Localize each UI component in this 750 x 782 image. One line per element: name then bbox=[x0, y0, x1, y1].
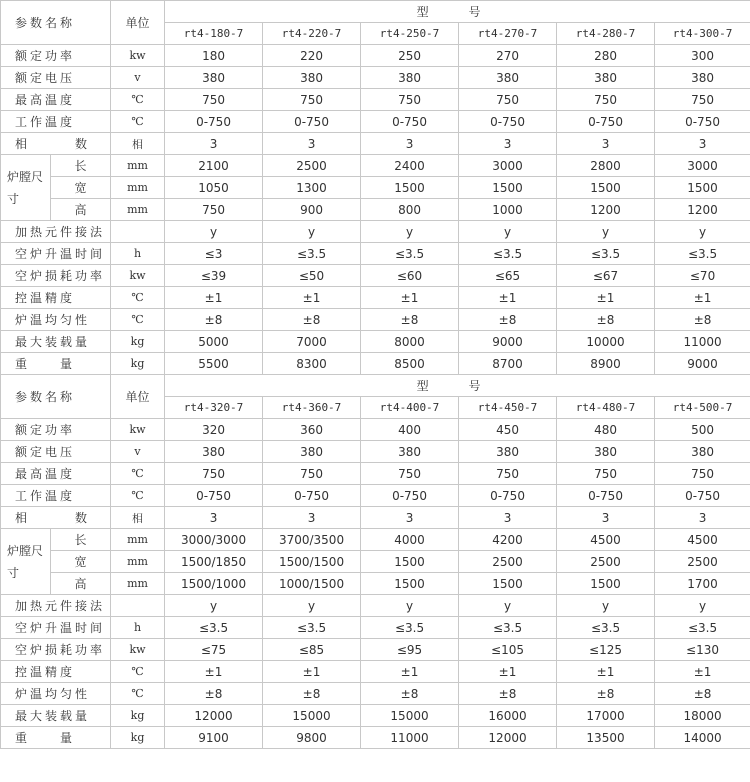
value-cell: 12000 bbox=[459, 727, 557, 749]
table-row bbox=[1, 287, 750, 309]
model-header: 型 号 bbox=[165, 1, 750, 23]
value-cell: ±8 bbox=[165, 683, 263, 705]
value-cell: ≤85 bbox=[263, 639, 361, 661]
value-cell: 9000 bbox=[459, 331, 557, 353]
chamber-dim: 长 bbox=[51, 155, 111, 177]
value-cell: 8700 bbox=[459, 353, 557, 375]
value-cell: 3 bbox=[459, 133, 557, 155]
param-unit: kw bbox=[111, 45, 165, 67]
value-cell: 9800 bbox=[263, 727, 361, 749]
param-name: 额定电压 bbox=[1, 441, 111, 463]
table-row bbox=[1, 705, 750, 727]
value-cell: 0-750 bbox=[361, 485, 459, 507]
header-row bbox=[1, 375, 750, 397]
param-name: 加热元件接法 bbox=[1, 595, 111, 617]
value-cell: 380 bbox=[165, 441, 263, 463]
param-unit: kw bbox=[111, 265, 165, 287]
value-cell: 2400 bbox=[361, 155, 459, 177]
value-cell: 380 bbox=[655, 441, 750, 463]
value-cell: ≤95 bbox=[361, 639, 459, 661]
table-row bbox=[1, 727, 750, 749]
value-cell: ±1 bbox=[459, 661, 557, 683]
value-cell: y bbox=[557, 595, 655, 617]
value-cell: 380 bbox=[263, 67, 361, 89]
chamber-dim: 高 bbox=[51, 199, 111, 221]
param-unit: mm bbox=[111, 199, 165, 221]
unit-header: 单位 bbox=[111, 375, 165, 419]
value-cell: 4500 bbox=[557, 529, 655, 551]
value-cell: 360 bbox=[263, 419, 361, 441]
value-cell: ≤50 bbox=[263, 265, 361, 287]
param-unit: kg bbox=[111, 727, 165, 749]
value-cell: 0-750 bbox=[557, 485, 655, 507]
table-row bbox=[1, 89, 750, 111]
value-cell: ±8 bbox=[165, 309, 263, 331]
param-name: 相 数 bbox=[1, 133, 111, 155]
param-name: 重 量 bbox=[1, 353, 111, 375]
table-row bbox=[1, 67, 750, 89]
param-name: 相 数 bbox=[1, 507, 111, 529]
value-cell: ≤3.5 bbox=[263, 243, 361, 265]
table-row bbox=[1, 419, 750, 441]
param-unit: h bbox=[111, 243, 165, 265]
value-cell: 3 bbox=[165, 133, 263, 155]
value-cell: 380 bbox=[361, 441, 459, 463]
value-cell: y bbox=[655, 595, 750, 617]
value-cell: 380 bbox=[459, 441, 557, 463]
model-cell: rt4-220-7 bbox=[263, 23, 361, 45]
value-cell: 2500 bbox=[459, 551, 557, 573]
value-cell: 3 bbox=[557, 507, 655, 529]
value-cell: 750 bbox=[263, 463, 361, 485]
param-unit: ℃ bbox=[111, 309, 165, 331]
param-name: 工作温度 bbox=[1, 485, 111, 507]
table-row bbox=[1, 221, 750, 243]
value-cell: ±1 bbox=[655, 287, 750, 309]
value-cell: ±1 bbox=[263, 661, 361, 683]
model-cell: rt4-320-7 bbox=[165, 397, 263, 419]
value-cell: ±1 bbox=[263, 287, 361, 309]
value-cell: ±1 bbox=[557, 287, 655, 309]
table-row bbox=[1, 683, 750, 705]
chamber-dim: 宽 bbox=[51, 177, 111, 199]
param-name: 空炉损耗功率 bbox=[1, 639, 111, 661]
value-cell: ±8 bbox=[263, 683, 361, 705]
param-unit: h bbox=[111, 617, 165, 639]
value-cell: 1050 bbox=[165, 177, 263, 199]
param-name: 空炉升温时间 bbox=[1, 243, 111, 265]
value-cell: ≤70 bbox=[655, 265, 750, 287]
value-cell: 4500 bbox=[655, 529, 750, 551]
value-cell: 2500 bbox=[655, 551, 750, 573]
value-cell: 13500 bbox=[557, 727, 655, 749]
value-cell: 0-750 bbox=[557, 111, 655, 133]
value-cell: 1200 bbox=[557, 199, 655, 221]
value-cell: ≤3.5 bbox=[459, 617, 557, 639]
param-unit: ℃ bbox=[111, 287, 165, 309]
param-unit: v bbox=[111, 67, 165, 89]
value-cell: 480 bbox=[557, 419, 655, 441]
value-cell: y bbox=[165, 221, 263, 243]
table-row bbox=[1, 441, 750, 463]
value-cell: 300 bbox=[655, 45, 750, 67]
value-cell: y bbox=[655, 221, 750, 243]
value-cell: 8500 bbox=[361, 353, 459, 375]
table-row bbox=[1, 133, 750, 155]
value-cell: ≤3.5 bbox=[655, 617, 750, 639]
value-cell: ±8 bbox=[361, 683, 459, 705]
value-cell: 12000 bbox=[165, 705, 263, 727]
chamber-row bbox=[1, 573, 750, 595]
param-name: 重 量 bbox=[1, 727, 111, 749]
chamber-row bbox=[1, 529, 750, 551]
value-cell: ±1 bbox=[165, 661, 263, 683]
value-cell: 180 bbox=[165, 45, 263, 67]
value-cell: 270 bbox=[459, 45, 557, 67]
value-cell: ≤67 bbox=[557, 265, 655, 287]
table-row bbox=[1, 45, 750, 67]
value-cell: ≤75 bbox=[165, 639, 263, 661]
value-cell: ±8 bbox=[361, 309, 459, 331]
value-cell: ±1 bbox=[165, 287, 263, 309]
value-cell: 380 bbox=[459, 67, 557, 89]
value-cell: y bbox=[165, 595, 263, 617]
value-cell: 0-750 bbox=[459, 485, 557, 507]
param-unit: kw bbox=[111, 639, 165, 661]
value-cell: 3 bbox=[557, 133, 655, 155]
value-cell: 1500/1500 bbox=[263, 551, 361, 573]
value-cell: 1500 bbox=[459, 573, 557, 595]
value-cell: 3 bbox=[165, 507, 263, 529]
value-cell: 0-750 bbox=[655, 111, 750, 133]
value-cell: 1000/1500 bbox=[263, 573, 361, 595]
value-cell: ≤65 bbox=[459, 265, 557, 287]
param-name: 最高温度 bbox=[1, 463, 111, 485]
param-unit: v bbox=[111, 441, 165, 463]
table-row bbox=[1, 353, 750, 375]
param-name: 炉温均匀性 bbox=[1, 683, 111, 705]
value-cell: 3000 bbox=[459, 155, 557, 177]
value-cell: ±1 bbox=[655, 661, 750, 683]
param-unit: kg bbox=[111, 331, 165, 353]
value-cell: 3 bbox=[655, 507, 750, 529]
value-cell: 250 bbox=[361, 45, 459, 67]
chamber-label: 炉膛尺寸 bbox=[1, 529, 51, 595]
value-cell: 9000 bbox=[655, 353, 750, 375]
param-name: 最高温度 bbox=[1, 89, 111, 111]
value-cell: 0-750 bbox=[361, 111, 459, 133]
value-cell: 3 bbox=[263, 507, 361, 529]
value-cell: ±8 bbox=[459, 683, 557, 705]
param-unit bbox=[111, 595, 165, 617]
model-cell: rt4-250-7 bbox=[361, 23, 459, 45]
value-cell: 1500/1850 bbox=[165, 551, 263, 573]
value-cell: 3 bbox=[361, 133, 459, 155]
value-cell: y bbox=[557, 221, 655, 243]
value-cell: 3700/3500 bbox=[263, 529, 361, 551]
value-cell: 1500 bbox=[361, 551, 459, 573]
value-cell: y bbox=[459, 221, 557, 243]
value-cell: 3 bbox=[459, 507, 557, 529]
table-row bbox=[1, 661, 750, 683]
value-cell: y bbox=[263, 221, 361, 243]
value-cell: ≤105 bbox=[459, 639, 557, 661]
chamber-dim: 高 bbox=[51, 573, 111, 595]
param-name: 额定功率 bbox=[1, 419, 111, 441]
param-name: 空炉升温时间 bbox=[1, 617, 111, 639]
param-unit: mm bbox=[111, 551, 165, 573]
value-cell: 380 bbox=[655, 67, 750, 89]
table-row bbox=[1, 617, 750, 639]
value-cell: y bbox=[263, 595, 361, 617]
param-unit: ℃ bbox=[111, 111, 165, 133]
value-cell: 500 bbox=[655, 419, 750, 441]
param-name: 加热元件接法 bbox=[1, 221, 111, 243]
value-cell: ±1 bbox=[557, 661, 655, 683]
param-name: 额定电压 bbox=[1, 67, 111, 89]
value-cell: 3000/3000 bbox=[165, 529, 263, 551]
value-cell: 750 bbox=[361, 463, 459, 485]
chamber-row bbox=[1, 199, 750, 221]
value-cell: 3000 bbox=[655, 155, 750, 177]
param-unit: 相 bbox=[111, 507, 165, 529]
value-cell: ±8 bbox=[655, 683, 750, 705]
value-cell: 11000 bbox=[361, 727, 459, 749]
value-cell: 18000 bbox=[655, 705, 750, 727]
param-unit: mm bbox=[111, 573, 165, 595]
value-cell: 0-750 bbox=[165, 485, 263, 507]
param-name: 最大装载量 bbox=[1, 331, 111, 353]
value-cell: 8000 bbox=[361, 331, 459, 353]
value-cell: 14000 bbox=[655, 727, 750, 749]
value-cell: 5000 bbox=[165, 331, 263, 353]
chamber-dim: 长 bbox=[51, 529, 111, 551]
value-cell: 0-750 bbox=[263, 111, 361, 133]
param-name: 控温精度 bbox=[1, 287, 111, 309]
value-cell: 4200 bbox=[459, 529, 557, 551]
value-cell: ≤130 bbox=[655, 639, 750, 661]
value-cell: 16000 bbox=[459, 705, 557, 727]
param-name: 控温精度 bbox=[1, 661, 111, 683]
model-cell: rt4-300-7 bbox=[655, 23, 750, 45]
value-cell: 320 bbox=[165, 419, 263, 441]
value-cell: ±8 bbox=[459, 309, 557, 331]
value-cell: ≤3.5 bbox=[165, 617, 263, 639]
value-cell: 0-750 bbox=[655, 485, 750, 507]
table-row bbox=[1, 309, 750, 331]
value-cell: 0-750 bbox=[263, 485, 361, 507]
chamber-row bbox=[1, 177, 750, 199]
model-cell: rt4-480-7 bbox=[557, 397, 655, 419]
table-row bbox=[1, 595, 750, 617]
table-row bbox=[1, 485, 750, 507]
model-cell: rt4-450-7 bbox=[459, 397, 557, 419]
value-cell: 3 bbox=[361, 507, 459, 529]
value-cell: 1300 bbox=[263, 177, 361, 199]
value-cell: 800 bbox=[361, 199, 459, 221]
value-cell: 750 bbox=[165, 463, 263, 485]
param-name-header: 参数名称 bbox=[1, 1, 111, 45]
value-cell: 11000 bbox=[655, 331, 750, 353]
model-header: 型 号 bbox=[165, 375, 750, 397]
value-cell: 4000 bbox=[361, 529, 459, 551]
value-cell: 15000 bbox=[263, 705, 361, 727]
param-name: 最大装载量 bbox=[1, 705, 111, 727]
value-cell: 8300 bbox=[263, 353, 361, 375]
param-name-header: 参数名称 bbox=[1, 375, 111, 419]
param-unit bbox=[111, 221, 165, 243]
model-cell: rt4-400-7 bbox=[361, 397, 459, 419]
value-cell: ±8 bbox=[263, 309, 361, 331]
value-cell: 0-750 bbox=[165, 111, 263, 133]
model-cell: rt4-360-7 bbox=[263, 397, 361, 419]
value-cell: ≤3.5 bbox=[361, 617, 459, 639]
param-unit: kg bbox=[111, 705, 165, 727]
value-cell: 1700 bbox=[655, 573, 750, 595]
param-unit: ℃ bbox=[111, 683, 165, 705]
value-cell: ≤3.5 bbox=[361, 243, 459, 265]
value-cell: 220 bbox=[263, 45, 361, 67]
value-cell: 380 bbox=[557, 67, 655, 89]
value-cell: ≤3.5 bbox=[557, 617, 655, 639]
value-cell: 15000 bbox=[361, 705, 459, 727]
value-cell: ±8 bbox=[557, 309, 655, 331]
value-cell: 380 bbox=[263, 441, 361, 463]
value-cell: y bbox=[361, 221, 459, 243]
table-row bbox=[1, 265, 750, 287]
param-name: 工作温度 bbox=[1, 111, 111, 133]
value-cell: 750 bbox=[459, 463, 557, 485]
value-cell: 750 bbox=[165, 199, 263, 221]
table-row bbox=[1, 331, 750, 353]
value-cell: ≤3.5 bbox=[655, 243, 750, 265]
value-cell: 750 bbox=[655, 89, 750, 111]
value-cell: 750 bbox=[263, 89, 361, 111]
value-cell: 2100 bbox=[165, 155, 263, 177]
model-cell: rt4-500-7 bbox=[655, 397, 750, 419]
value-cell: 0-750 bbox=[459, 111, 557, 133]
value-cell: 400 bbox=[361, 419, 459, 441]
param-unit: ℃ bbox=[111, 89, 165, 111]
value-cell: 450 bbox=[459, 419, 557, 441]
model-cell: rt4-270-7 bbox=[459, 23, 557, 45]
value-cell: 2800 bbox=[557, 155, 655, 177]
param-name: 炉温均匀性 bbox=[1, 309, 111, 331]
value-cell: 1500 bbox=[557, 177, 655, 199]
value-cell: 750 bbox=[165, 89, 263, 111]
value-cell: 1500 bbox=[655, 177, 750, 199]
value-cell: ±1 bbox=[361, 661, 459, 683]
value-cell: 1000 bbox=[459, 199, 557, 221]
value-cell: 5500 bbox=[165, 353, 263, 375]
value-cell: ±1 bbox=[361, 287, 459, 309]
table-row bbox=[1, 243, 750, 265]
value-cell: ±8 bbox=[655, 309, 750, 331]
chamber-row bbox=[1, 551, 750, 573]
value-cell: ≤125 bbox=[557, 639, 655, 661]
value-cell: ≤3.5 bbox=[459, 243, 557, 265]
value-cell: 750 bbox=[655, 463, 750, 485]
value-cell: ±1 bbox=[459, 287, 557, 309]
param-unit: 相 bbox=[111, 133, 165, 155]
value-cell: 7000 bbox=[263, 331, 361, 353]
value-cell: 2500 bbox=[263, 155, 361, 177]
value-cell: 750 bbox=[557, 89, 655, 111]
table-row bbox=[1, 507, 750, 529]
param-unit: mm bbox=[111, 155, 165, 177]
value-cell: y bbox=[459, 595, 557, 617]
value-cell: 380 bbox=[557, 441, 655, 463]
param-unit: ℃ bbox=[111, 463, 165, 485]
value-cell: 1500 bbox=[459, 177, 557, 199]
param-unit: ℃ bbox=[111, 661, 165, 683]
param-unit: ℃ bbox=[111, 485, 165, 507]
param-unit: mm bbox=[111, 177, 165, 199]
value-cell: 1200 bbox=[655, 199, 750, 221]
value-cell: 750 bbox=[557, 463, 655, 485]
value-cell: 380 bbox=[361, 67, 459, 89]
value-cell: 1500 bbox=[557, 573, 655, 595]
spec-table-body bbox=[1, 1, 750, 749]
model-cell: rt4-280-7 bbox=[557, 23, 655, 45]
value-cell: 8900 bbox=[557, 353, 655, 375]
value-cell: ≤3.5 bbox=[263, 617, 361, 639]
value-cell: 280 bbox=[557, 45, 655, 67]
param-unit: kw bbox=[111, 419, 165, 441]
value-cell: 2500 bbox=[557, 551, 655, 573]
value-cell: ≤60 bbox=[361, 265, 459, 287]
value-cell: ≤39 bbox=[165, 265, 263, 287]
chamber-label: 炉膛尺寸 bbox=[1, 155, 51, 221]
table-row bbox=[1, 639, 750, 661]
chamber-row bbox=[1, 155, 750, 177]
value-cell: 9100 bbox=[165, 727, 263, 749]
value-cell: 750 bbox=[459, 89, 557, 111]
value-cell: ≤3.5 bbox=[557, 243, 655, 265]
value-cell: 750 bbox=[361, 89, 459, 111]
value-cell: ±8 bbox=[557, 683, 655, 705]
value-cell: 3 bbox=[655, 133, 750, 155]
value-cell: 1500/1000 bbox=[165, 573, 263, 595]
value-cell: 17000 bbox=[557, 705, 655, 727]
value-cell: 3 bbox=[263, 133, 361, 155]
param-name: 额定功率 bbox=[1, 45, 111, 67]
header-row bbox=[1, 1, 750, 23]
value-cell: 1500 bbox=[361, 177, 459, 199]
value-cell: 900 bbox=[263, 199, 361, 221]
param-name: 空炉损耗功率 bbox=[1, 265, 111, 287]
param-unit: mm bbox=[111, 529, 165, 551]
value-cell: 1500 bbox=[361, 573, 459, 595]
value-cell: y bbox=[361, 595, 459, 617]
value-cell: 10000 bbox=[557, 331, 655, 353]
param-unit: kg bbox=[111, 353, 165, 375]
value-cell: 380 bbox=[165, 67, 263, 89]
table-row bbox=[1, 111, 750, 133]
chamber-dim: 宽 bbox=[51, 551, 111, 573]
model-cell: rt4-180-7 bbox=[165, 23, 263, 45]
unit-header: 单位 bbox=[111, 1, 165, 45]
value-cell: ≤3 bbox=[165, 243, 263, 265]
table-row bbox=[1, 463, 750, 485]
